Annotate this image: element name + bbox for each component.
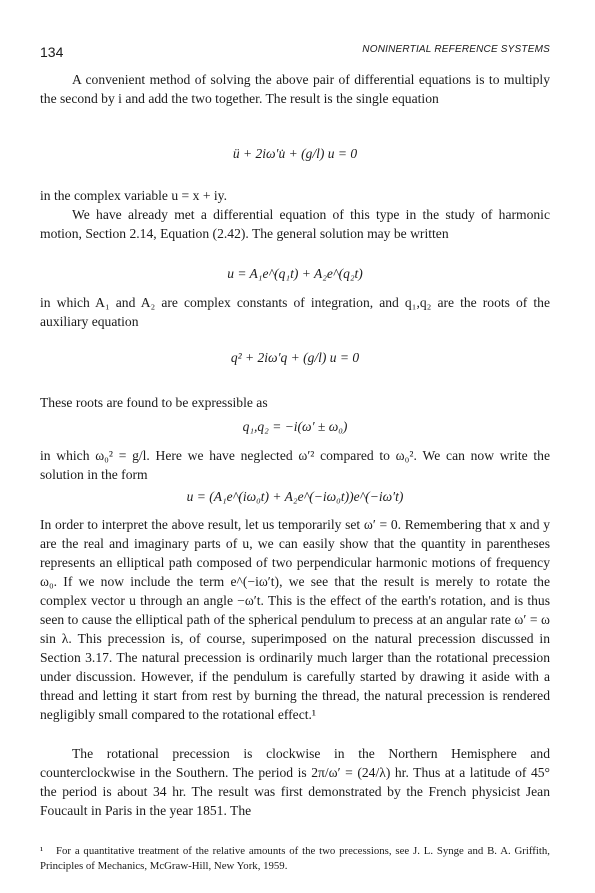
footnote-mark: ¹ <box>40 845 44 857</box>
page-header <box>40 44 550 60</box>
running-title: NONINERTIAL REFERENCE SYSTEMS <box>362 44 550 55</box>
paragraph-neglect: in which ω₀² = g/l. Here we have neglected ω′² compared to ω₀². We can now write the solution in the form <box>40 448 550 482</box>
equation-general-solution <box>40 266 550 282</box>
equation-complex-motion <box>40 146 550 162</box>
paragraph-method: A convenient method of solving the above pair of differential equations is to multiply the second by i and add the two together. The result is the single equation <box>40 72 550 106</box>
paragraph-constants: in which A₁ and A₂ are complex constants of integration, and q₁,q₂ are the roots of the auxiliary equation <box>40 295 550 329</box>
footnote <box>40 844 550 874</box>
equation-text: u = (A₁e^(iω₀t) + A₂e^(−iω₀t))e^(−iω′t) <box>186 489 404 504</box>
page-number: 134 <box>40 44 64 60</box>
paragraph-complex-variable: in the complex variable u = x + iy. <box>40 188 227 203</box>
paragraph-rotational-precession: The rotational precession is clockwise in the Northern Hemisphere and counterclockwise in the Southern. The period is 2π/ω′ = (24/λ) hr. Thus at a latitude of 45° the period is about 34 hr. The result was first demonstrated by the French physicist Jean Foucault in Paris in the year 1851. The <box>40 746 550 818</box>
equation-text: q² + 2iω′q + (g/l) u = 0 <box>230 350 360 365</box>
paragraph-roots: These roots are found to be expressible as <box>40 395 268 410</box>
equation-text: ü + 2iω′u̇ + (g/l) u = 0 <box>232 146 358 161</box>
equation-text: u = A₁e^(q₁t) + A₂e^(q₂t) <box>227 266 363 281</box>
equation-solution-form <box>40 489 550 505</box>
paragraph-general-solution: We have already met a differential equation of this type in the study of harmonic motion, Section 2.14, Equation (2.42). The general solution may be written <box>40 207 550 241</box>
equation-text: q₁,q₂ = −i(ω′ ± ω₀) <box>242 419 348 434</box>
equation-auxiliary <box>40 350 550 366</box>
equation-roots <box>40 419 550 435</box>
paragraph-interpretation: In order to interpret the above result, let us temporarily set ω′ = 0. Remembering that x and y are the real and imaginary parts of u, we can easily show that the quantity in parentheses represents an elliptical path composed of two perpendicular harmonic motions of frequency ω₀. If we now include the term e^(−iω′t), we see that the result is merely to rotate the complex vector u through an angle −ω′t. This is the effect of the earth's rotation, and is thus seen to cause the elliptical path of the spherical pendulum to precess at an angular rate ω′ = ω sin λ. This precession is, of course, superimposed on the natural precession discussed in Section 3.17. The natural precession is ordinarily much larger than the rotational precession under discussion. However, if the pendulum is carefully started by drawing it aside with a thread and letting it start from rest by burning the thread, the natural precession is rendered negligibly small compared to the rotational effect.¹ <box>40 517 550 722</box>
footnote-text: For a quantitative treatment of the relative amounts of the two precessions, see J. L. Synge and B. A. Griffith, Principles of Mechanics, McGraw-Hill, New York, 1959. <box>40 845 550 872</box>
